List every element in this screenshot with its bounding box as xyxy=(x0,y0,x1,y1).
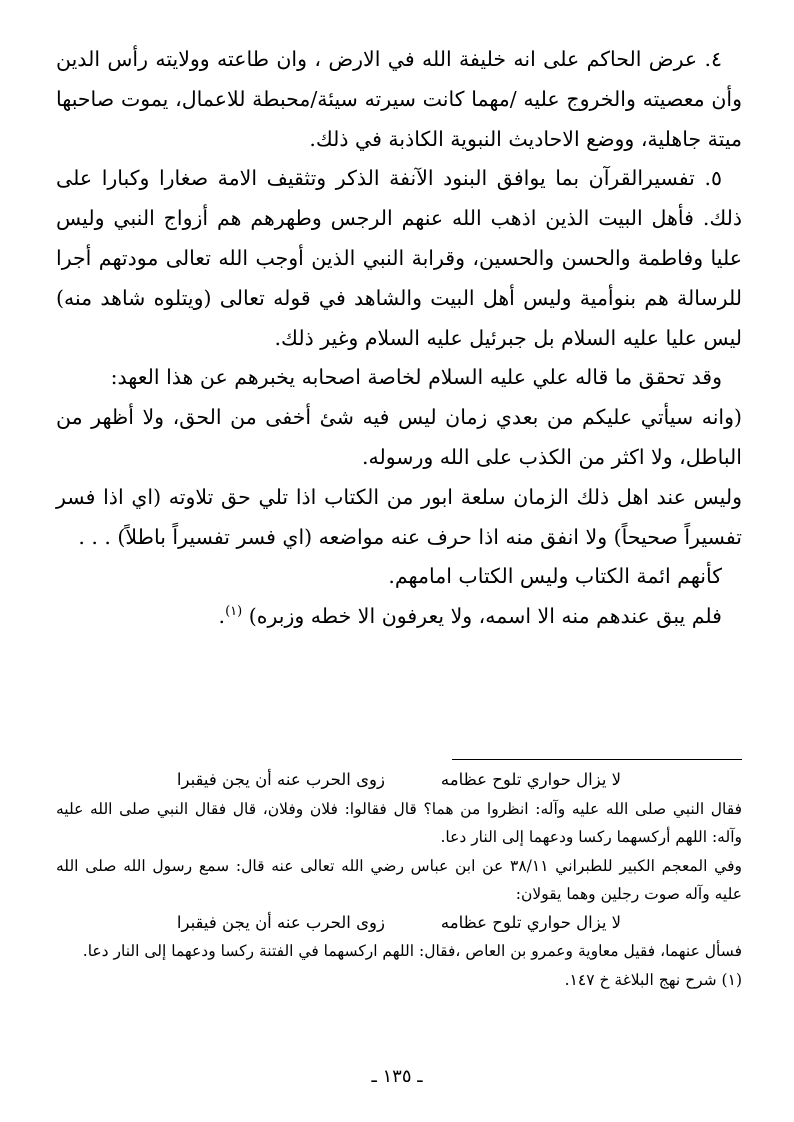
main-text xyxy=(56,40,742,637)
footnote-text-3: فسأل عنهما، فقيل معاوية وعمرو بن العاص ،فقال: اللهم اركسهما في الفتنة ركسا ودعهما إلى النار دعا. xyxy=(82,942,742,960)
page-number: ـ ١٣٥ ـ xyxy=(371,1066,423,1087)
paragraph-quote-3: كأنهم ائمة الكتاب وليس الكتاب امامهم. xyxy=(388,564,722,589)
footnotes xyxy=(56,766,742,994)
footnote-source-1: (١) شرح نهج البلاغة خ ١٤٧. xyxy=(564,970,742,989)
verse-1-hemistich-a: لا يزال حواري تلوح عظامه xyxy=(440,770,622,789)
paragraph-ali-saying-intro: وقد تحقق ما قاله علي عليه السلام لخاصة اصحابه يخبرهم عن هذا العهد: xyxy=(110,365,722,390)
footnote-text-2: وفي المعجم الكبير للطبراني ٣٨/١١ عن ابن عباس رضي الله تعالى عنه قال: سمع رسول الله صلى الله عليه وآله صوت رجلين وهما يقولان: xyxy=(56,856,742,903)
footnote-reference[interactable]: (١) xyxy=(225,604,243,620)
verse-1-hemistich-b: زوى الحرب عنه أن يجن فيقبرا xyxy=(176,770,385,789)
footnote-verse-2 xyxy=(56,909,742,938)
paragraph-point-5: ٥. تفسيرالقرآن بما يوافق البنود الآنفة الذكر وتثقيف الامة صغارا وكبارا على ذلك. فأهل البيت الذين اذهب الله عنهم الرجس وطهرهم هم أزواج النبي وليس عليا وفاطمة والحسن والحسين، وقرابة النبي الذين أوجب الله تعالى مودتهم أجرا للرسالة هم بنوأمية وليس أهل البيت والشاهد في قوله تعالى (ويتلوه شاهد منه) ليس عليا عليه السلام بل جبرئيل عليه السلام وغير ذلك. xyxy=(56,166,742,350)
quote-4-text: فلم يبق عندهم منه الا اسمه، ولا يعرفون الا خطه وزبره) xyxy=(248,604,722,629)
paragraph-quote-2: وليس عند اهل ذلك الزمان سلعة ابور من الكتاب اذا تلي حق تلاوته (اي اذا فسر تفسيراً صحيحاً) ولا انفق منه اذا حرف عنه مواضعه (اي فسر تفسيراً باطلاً) . . . xyxy=(56,484,742,549)
paragraph-quote-1: (وانه سيأتي عليكم من بعدي زمان ليس فيه شئ أخفى من الحق، ولا أظهر من الباطل، ولا اكثر من الكذب على الله ورسوله. xyxy=(56,405,742,469)
verse-2-hemistich-b: زوى الحرب عنه أن يجن فيقبرا xyxy=(176,912,385,932)
verse-2-hemistich-a: لا يزال حواري تلوح عظامه xyxy=(440,912,622,932)
footnote-divider xyxy=(452,759,742,760)
footnote-verse-1 xyxy=(56,766,742,795)
footnote-text-1: فقال النبي صلى الله عليه وآله: انظروا من هما؟ قال فقالوا: فلان وفلان، قال فقال النبي صلى الله عليه وآله: اللهم أركسهما ركسا ودعهما إلى النار دعا. xyxy=(56,799,743,846)
paragraph-point-4: ٤. عرض الحاكم على انه خليفة الله في الارض ، وان طاعته وولايته رأس الدين وأن معصيته والخروج عليه /مهما كانت سيرته سيئة/محبطة للاعمال، يموت صاحبها ميتة جاهلية، ووضع الاحاديث النبوية الكاذبة في ذلك. xyxy=(56,47,742,151)
quote-4-end: . xyxy=(218,604,226,629)
paragraph-quote-4 xyxy=(56,597,742,637)
